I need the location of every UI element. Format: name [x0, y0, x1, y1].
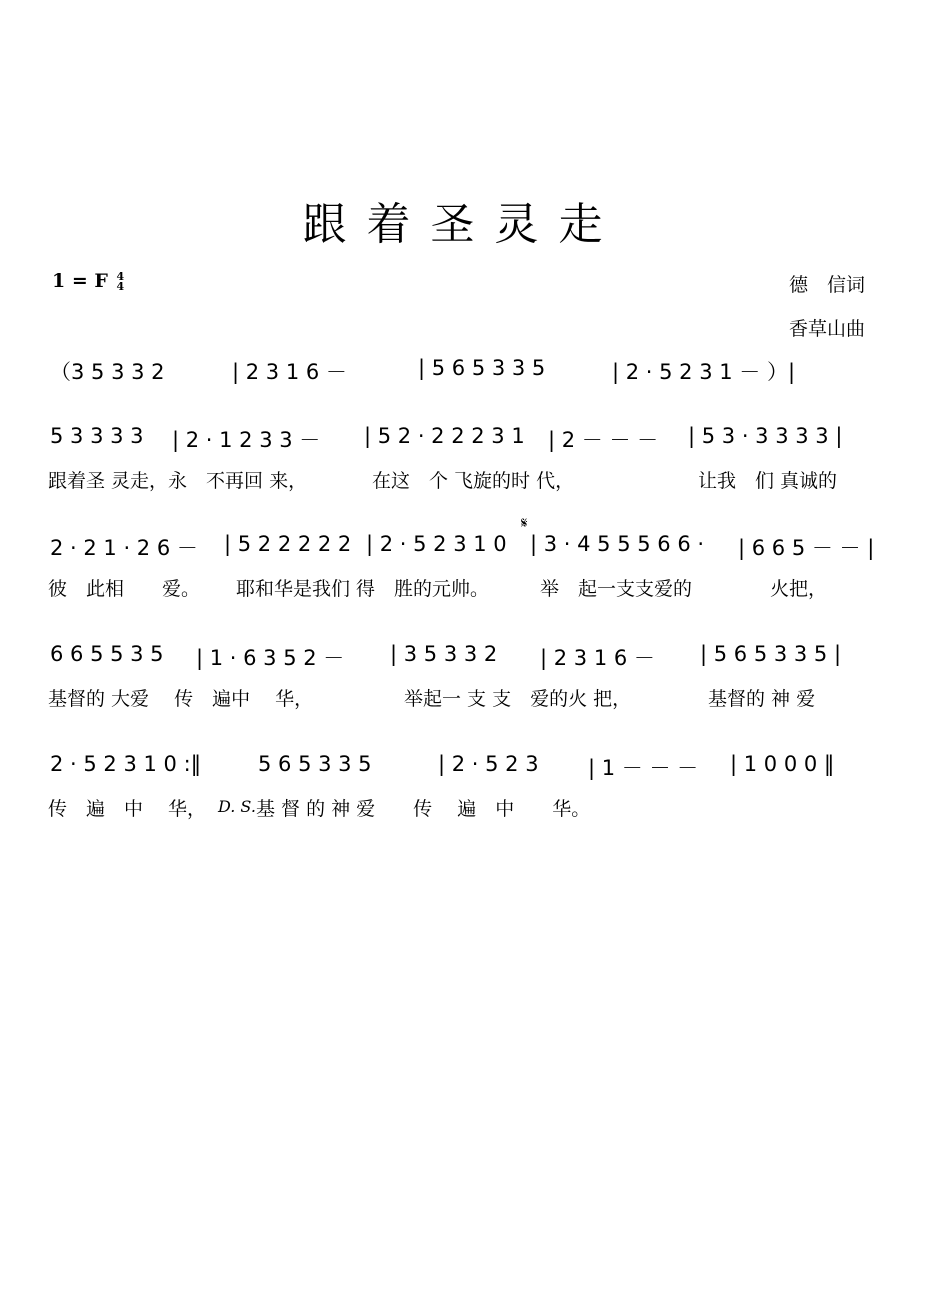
lyric-segment: 基督的 大爱 传 遍中 华，: [48, 688, 314, 710]
measure-group: 2 · 5 2 3 1 0 :‖: [50, 752, 202, 776]
lyric-segment: 跟着圣 灵走，永 不再回 来，: [48, 470, 308, 492]
measure-group: | 6 6 5 － － |: [738, 536, 875, 560]
segno-sign: 𝄋: [521, 514, 528, 532]
notation-line: [46, 424, 880, 460]
measure-group: | 2 3 1 6 －: [232, 360, 347, 384]
measure-group: | 2 · 5 2 3 1 0: [366, 532, 507, 556]
composer-credit: 香草山曲: [788, 318, 865, 340]
measure-group: 6 6 5 5 3 5: [50, 642, 164, 666]
measure-group: | 1 － － －: [588, 756, 699, 780]
lyric-segment: 基 督 的 神 爱 传 遍 中 华。: [256, 798, 591, 820]
song-title: 跟着圣灵走: [302, 199, 623, 250]
measure-group: 5 6 5 3 3 5: [258, 752, 372, 776]
lyric-segment: 火把，: [770, 578, 828, 600]
time-numerator: 4: [116, 270, 125, 283]
lyric-segment: 基督的 神 爱: [708, 688, 816, 710]
time-signature: [116, 272, 124, 292]
lyric-segment: 在这 个 飞旋的时 代，: [372, 470, 575, 492]
lyric-segment: 举 起一支支爱的: [540, 578, 693, 600]
key-label: 1 = F: [52, 270, 108, 292]
measure-group: 5 3 3 3 3: [50, 424, 144, 448]
key-signature: [52, 270, 124, 292]
measure-group: | 2 · 5 2 3: [438, 752, 539, 776]
lyric-line: [46, 684, 880, 712]
lyricist-credit: 德 信词: [788, 274, 865, 296]
measure-group: | 2 3 1 6 －: [540, 646, 655, 670]
lyric-segment: 耶和华是我们 得 胜的元帅。: [236, 578, 490, 600]
measure-group: | 2 · 1 2 3 3 －: [172, 428, 321, 452]
measure-group: | 1 · 6 3 5 2 －: [196, 646, 345, 670]
lyric-line: [46, 466, 880, 494]
notation-line: [46, 642, 880, 678]
measure-group: | 2 － － －: [548, 428, 659, 452]
lyric-line: [46, 574, 880, 602]
measure-group: （3 5 3 3 2: [50, 360, 165, 384]
measure-group: | 5 2 2 2 2 2: [224, 532, 352, 556]
lyric-line: [46, 794, 880, 822]
dal-segno-marking: D. S.: [218, 797, 256, 816]
notation-line: [46, 532, 880, 568]
lyric-segment: 让我 们 真诚的: [698, 470, 838, 492]
measure-group: | 5 2 · 2 2 2 3 1: [364, 424, 525, 448]
measure-group: 2 · 2 1 · 2 6 －: [50, 536, 198, 560]
measure-group: | 5 6 5 3 3 5 |: [700, 642, 842, 666]
measure-group: | 2 · 5 2 3 1 － ）|: [612, 360, 796, 384]
lyric-segment: 举起一 支 支 爱的火 把，: [404, 688, 632, 710]
measure-group: | 3 5 3 3 2: [390, 642, 498, 666]
time-denominator: 4: [116, 280, 125, 293]
lyric-segment: 传 遍 中 华，: [48, 798, 207, 820]
notation-line: [46, 752, 880, 788]
lyric-segment: 彼 此相 爱。: [48, 578, 201, 600]
measure-group: | 3 · 4 5 5 5 6 6 ·: [530, 532, 705, 556]
measure-group: | 1 0 0 0 ‖: [730, 752, 835, 776]
measure-group: | 5 6 5 3 3 5: [418, 356, 546, 380]
measure-group: | 5 3 · 3 3 3 3 |: [688, 424, 843, 448]
notation-line: [46, 356, 880, 392]
